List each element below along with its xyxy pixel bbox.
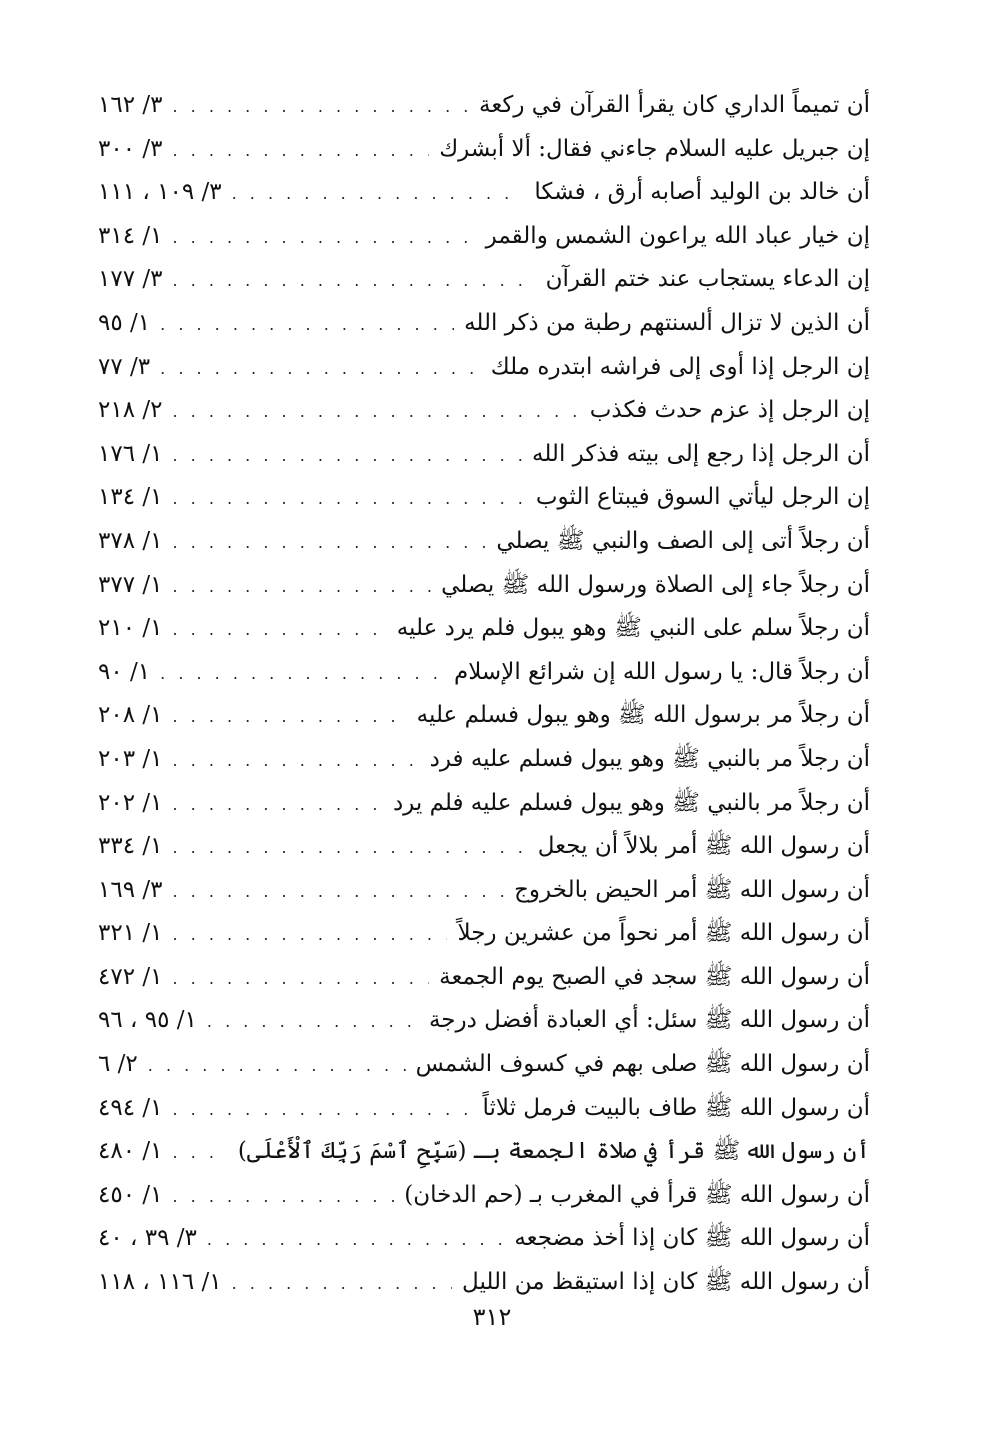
entry-text: أن تميماً الداري كان يقرأ القرآن في ركعة — [479, 92, 870, 118]
index-entry — [98, 389, 870, 433]
page-number: ٣١٢ — [472, 1303, 512, 1331]
entry-reference: ١/ ١٧٦ — [98, 440, 163, 467]
entry-text: أن رجلاً مر بالنبي ﷺ وهو يبول فسلم عليه فلم يرد — [392, 789, 870, 816]
entry-reference: ١/ ٤٥٠ — [98, 1181, 163, 1208]
entry-reference: ٣/ ١٧٧ — [98, 266, 163, 293]
entry-reference: ١/ ٣٢١ — [98, 920, 163, 947]
dot-leader — [172, 216, 475, 259]
entry-reference: ١/ ٤٧٢ — [98, 963, 163, 990]
index-entry — [98, 825, 870, 869]
dot-leader — [172, 565, 431, 608]
index-entry — [98, 1217, 870, 1261]
entry-text: أن الرجل إذا رجع إلى بيته فذكر الله — [531, 440, 870, 467]
entry-text: أن رسول الله ﷺ صلى بهم في كسوف الشمس — [415, 1051, 870, 1078]
dot-leader — [172, 1131, 227, 1174]
index-entry — [98, 171, 870, 215]
entry-text: أن رجلاً مر بالنبي ﷺ وهو يبول فسلم عليه فرد — [429, 745, 870, 772]
dot-leader — [172, 870, 504, 913]
entry-text: أن رسول الله ﷺ قرأ في صلاة الجمعة بـ (سَبِّحِ ٱسْمَ رَبِّكَ ٱلْأَعْلَى) — [237, 1138, 870, 1165]
dot-leader — [172, 1175, 394, 1218]
dot-leader — [172, 913, 447, 956]
entry-text: أن خالد بن الوليد أصابه أرق ، فشكا — [534, 179, 870, 206]
dot-leader — [172, 259, 535, 302]
entry-reference: ١/ ١٣٤ — [98, 484, 163, 511]
entry-reference: ١/ ٣٧٨ — [98, 527, 163, 554]
index-entry — [98, 128, 870, 172]
entry-reference: ١/ ٢٠٢ — [98, 789, 163, 816]
dot-leader — [160, 652, 444, 695]
dot-leader — [148, 1044, 406, 1087]
dot-leader — [172, 129, 429, 172]
entry-text: أن رجلاً أتى إلى الصف والنبي ﷺ يصلي — [496, 527, 870, 554]
dot-leader — [172, 608, 386, 651]
index-entry — [98, 302, 870, 346]
entry-text: أن الذين لا تزال ألسنتهم رطبة من ذكر الله — [464, 309, 870, 336]
entry-reference: ٣/ ١٦٩ — [98, 876, 163, 903]
index-entry — [98, 258, 870, 302]
dot-leader — [172, 1088, 472, 1131]
index-entry — [98, 1261, 870, 1305]
dot-leader — [160, 303, 454, 346]
dot-leader — [172, 85, 469, 128]
index-entry — [98, 433, 870, 477]
dot-leader — [160, 347, 481, 390]
index-entry — [98, 782, 870, 826]
dot-leader — [172, 390, 579, 433]
index-entry — [98, 84, 870, 128]
entry-reference: ١/ ٩٠ — [98, 658, 151, 685]
entry-reference: ١/ ٩٥ — [98, 309, 151, 336]
index-entry — [98, 1130, 870, 1174]
entry-reference: ٢/ ٦ — [98, 1051, 138, 1078]
dot-leader — [172, 477, 525, 520]
entry-reference: ٣/ ١٠٩ ، ١١١ — [98, 179, 222, 206]
index-entry — [98, 1043, 870, 1087]
entry-reference: ١/ ٤٨٠ — [98, 1138, 163, 1165]
index-entry — [98, 346, 870, 390]
index-entry — [98, 520, 870, 564]
entry-reference: ١/ ٣١٤ — [98, 222, 163, 249]
index-entry — [98, 694, 870, 738]
entry-text: أن رسول الله ﷺ أمر الحيض بالخروج — [514, 876, 870, 903]
entry-text: أن رسول الله ﷺ قرأ في المغرب بـ (حم الدخان) — [404, 1181, 870, 1208]
index-entry — [98, 912, 870, 956]
entry-text: أن رسول الله ﷺ كان إذا استيقظ من الليل — [462, 1269, 870, 1296]
entry-text: إن جبريل عليه السلام جاءني فقال: ألا أبشرك — [439, 135, 870, 162]
entry-reference: ١/ ٣٧٧ — [98, 571, 163, 598]
entry-reference: ١/ ٢٠٣ — [98, 745, 163, 772]
index-entry — [98, 215, 870, 259]
index-entry — [98, 564, 870, 608]
index-entry — [98, 869, 870, 913]
dot-leader — [232, 1262, 452, 1305]
dot-leader — [207, 1218, 504, 1261]
index-entry — [98, 956, 870, 1000]
entry-reference: ١/ ٣٣٤ — [98, 833, 163, 860]
dot-leader — [172, 826, 527, 869]
index-entry — [98, 1087, 870, 1131]
dot-leader — [232, 172, 525, 215]
dot-leader — [172, 434, 522, 477]
index-entry — [98, 999, 870, 1043]
entry-text: أن رسول الله ﷺ طاف بالبيت فرمل ثلاثاً — [482, 1094, 870, 1121]
entry-text: أن رجلاً جاء إلى الصلاة ورسول الله ﷺ يصلي — [441, 571, 870, 598]
entry-text: إن خيار عباد الله يراعون الشمس والقمر — [485, 222, 870, 249]
entry-text: إن الرجل ليأتي السوق فيبتاع الثوب — [535, 484, 870, 511]
dot-leader — [172, 695, 406, 738]
dot-leader — [172, 739, 419, 782]
hadith-index-list — [98, 84, 870, 1305]
entry-reference: ١/ ٤٩٤ — [98, 1094, 163, 1121]
index-entry — [98, 738, 870, 782]
index-entry — [98, 1174, 870, 1218]
index-entry — [98, 651, 870, 695]
dot-leader — [172, 957, 429, 1000]
entry-text: أن رسول الله ﷺ أمر بلالاً أن يجعل — [537, 833, 870, 860]
entry-text: أن رجلاً قال: يا رسول الله إن شرائع الإسلام — [453, 658, 870, 685]
entry-reference: ١/ ٩٥ ، ٩٦ — [98, 1007, 197, 1034]
entry-reference: ١/ ٢١٠ — [98, 615, 163, 642]
entry-text: إن الرجل إذ عزم حدث فكذب — [589, 397, 870, 424]
entry-text: إن الرجل إذا أوى إلى فراشه ابتدره ملك — [490, 353, 870, 380]
entry-reference: ٣/ ٣٩ ، ٤٠ — [98, 1225, 197, 1252]
entry-reference: ١/ ٢٠٨ — [98, 702, 163, 729]
entry-text: أن رسول الله ﷺ أمر نحواً من عشرين رجلاً — [457, 920, 870, 947]
entry-reference: ٣/ ١٦٢ — [98, 92, 163, 118]
entry-reference: ٣/ ٧٧ — [98, 353, 151, 380]
entry-text: إن الدعاء يستجاب عند ختم القرآن — [545, 266, 870, 293]
entry-reference: ١/ ١١٦ ، ١١٨ — [98, 1269, 222, 1296]
index-entry — [98, 476, 870, 520]
entry-text: أن رسول الله ﷺ كان إذا أخذ مضجعه — [514, 1225, 870, 1252]
entry-text: أن رجلاً سلم على النبي ﷺ وهو يبول فلم يرد عليه — [396, 615, 870, 642]
entry-text: أن رسول الله ﷺ سجد في الصبح يوم الجمعة — [439, 963, 870, 990]
index-entry — [98, 607, 870, 651]
entry-reference: ٢/ ٢١٨ — [98, 397, 163, 424]
entry-text: أن رسول الله ﷺ سئل: أي العبادة أفضل درجة — [428, 1007, 870, 1034]
dot-leader — [207, 1000, 419, 1043]
entry-reference: ٣/ ٣٠٠ — [98, 135, 163, 162]
entry-text: أن رجلاً مر برسول الله ﷺ وهو يبول فسلم عليه — [416, 702, 870, 729]
dot-leader — [172, 521, 486, 564]
dot-leader — [172, 783, 382, 826]
